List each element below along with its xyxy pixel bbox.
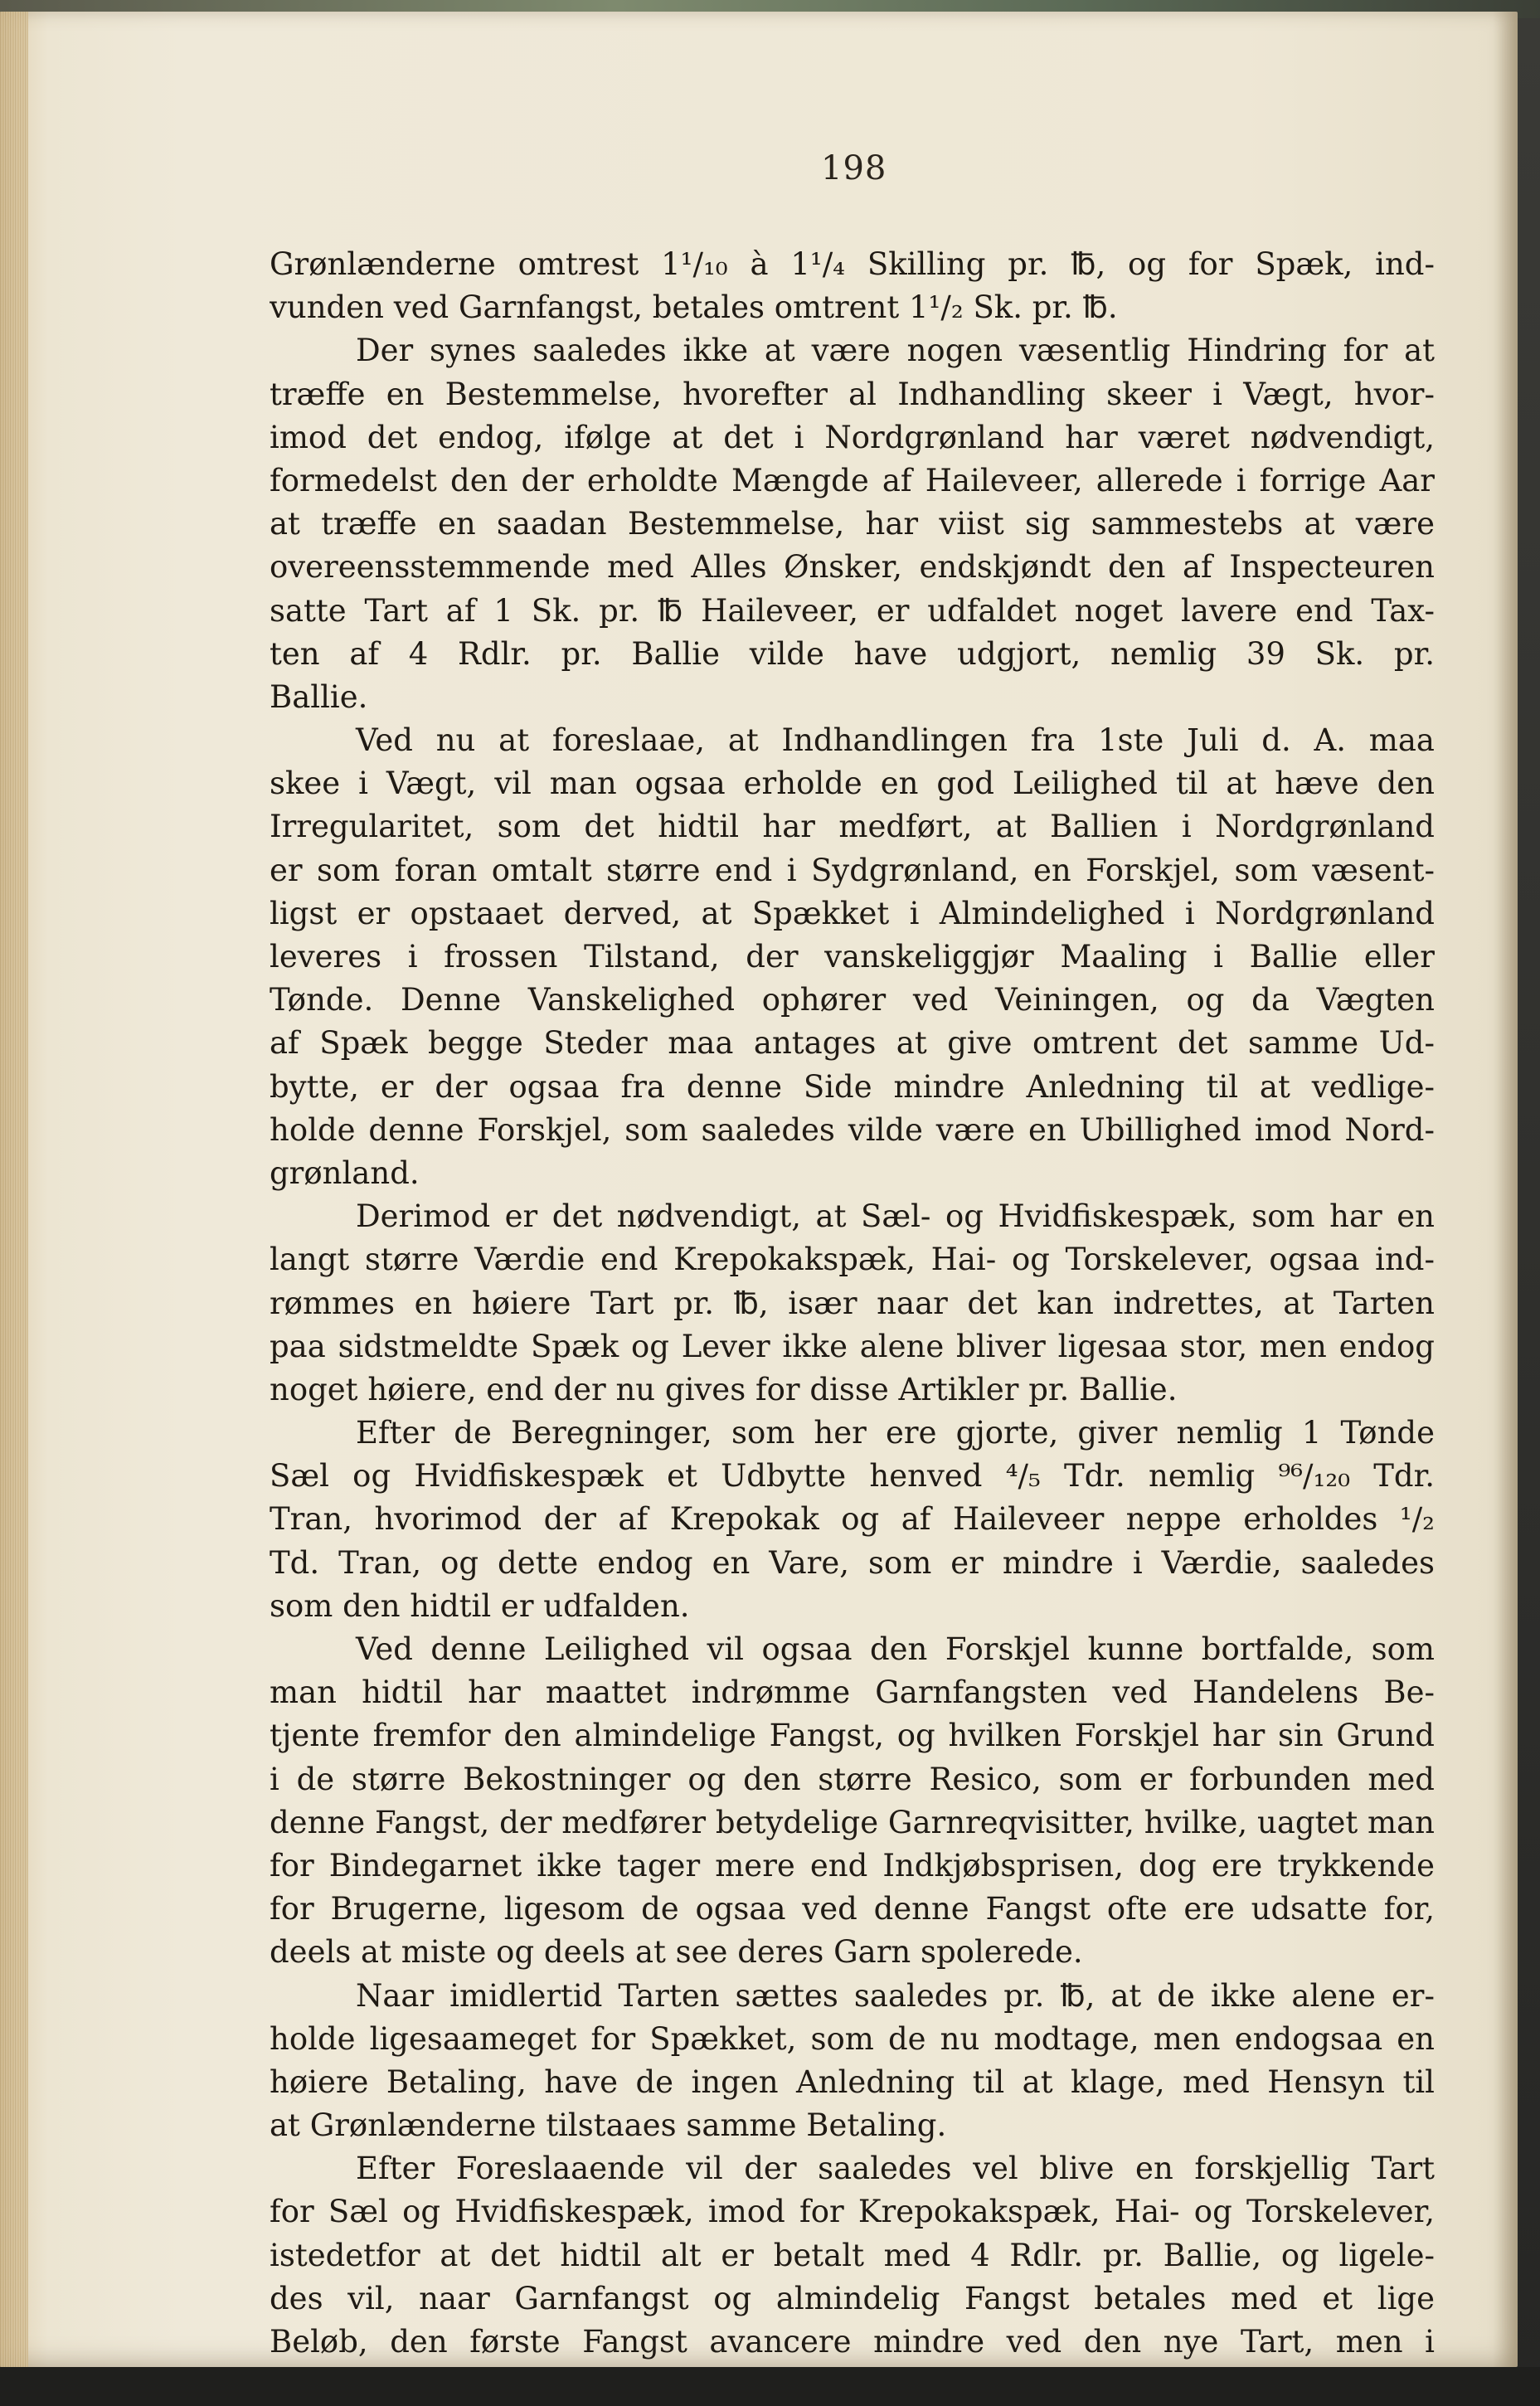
scan-bottom-margin <box>0 2367 1540 2406</box>
text-line: høiere Betaling, have de ingen Anledning til at klage, med Hensyn til <box>270 2063 1435 2100</box>
text-line: Ved denne Leilighed vil ogsaa den Forskjel kunne bortfalde, som <box>356 1631 1435 1667</box>
text-line: af Spæk begge Steder maa antages at give omtrent det samme Ud- <box>270 1025 1435 1062</box>
text-line: paa sidstmeldte Spæk og Lever ikke alene bliver ligesaa stor, men endog <box>270 1328 1435 1364</box>
text-line: vunden ved Garnfangst, betales omtrent 1¹/₂ Sk. pr. ℔. <box>270 289 1118 326</box>
text-line: noget høiere, end der nu gives for disse Artikler pr. Ballie. <box>270 1371 1178 1407</box>
text-line: rømmes en høiere Tart pr. ℔, især naar det kan indrettes, at Tarten <box>270 1285 1435 1321</box>
text-line: istedetfor at det hidtil alt er betalt med 4 Rdlr. pr. Ballie, og ligele- <box>270 2237 1435 2273</box>
text-line: Efter de Beregninger, som her ere gjorte, giver nemlig 1 Tønde <box>356 1415 1435 1451</box>
text-line: Ved nu at foreslaae, at Indhandlingen fra 1ste Juli d. A. maa <box>356 722 1435 759</box>
text-line: at Grønlænderne tilstaaes samme Betaling. <box>270 2107 947 2144</box>
text-line: holde denne Forskjel, som saaledes vilde være en Ubillighed imod Nord- <box>270 1111 1435 1148</box>
text-line: Td. Tran, og dette endog en Vare, som er mindre i Værdie, saaledes <box>270 1544 1435 1581</box>
text-line: at træffe en saadan Bestemmelse, har viist sig sammestebs at være <box>270 506 1435 542</box>
text-line: skee i Vægt, vil man ogsaa erholde en god Leilighed til at hæve den <box>270 766 1435 802</box>
text-line: imod det endog, ifølge at det i Nordgrønland har været nødvendigt, <box>270 419 1435 455</box>
text-line: deels at miste og deels at see deres Garn spolerede. <box>270 1934 1083 1971</box>
text-line: langt større Værdie end Krepokakspæk, Hai- og Torskelever, ogsaa ind- <box>270 1242 1435 1278</box>
text-line: Beløb, den første Fangst avancere mindre ved den nye Tart, men i <box>270 2324 1435 2360</box>
text-line: bytte, er der ogsaa fra denne Side mindre Anledning til at vedlige- <box>270 1068 1435 1105</box>
text-line: Der synes saaledes ikke at være nogen væsentlig Hindring for at <box>356 333 1435 369</box>
text-line: Irregularitet, som det hidtil har medført, at Ballien i Nordgrønland <box>270 809 1435 845</box>
text-line: holde ligesaameget for Spækket, som de nu modtage, men endogsaa en <box>270 2020 1435 2057</box>
text-line: ligst er opstaaet derved, at Spækket i Almindelighed i Nordgrønland <box>270 895 1435 931</box>
text-line: satte Tart af 1 Sk. pr. ℔ Haileveer, er udfaldet noget lavere end Tax- <box>270 592 1435 629</box>
text-line: Derimod er det nødvendigt, at Sæl- og Hvidfiskespæk, som har en <box>356 1198 1435 1235</box>
text-line: træffe en Bestemmelse, hvorefter al Indhandling skeer i Vægt, hvor- <box>270 376 1435 412</box>
text-line: tjente fremfor den almindelige Fangst, og hvilken Forskjel har sin Grund <box>270 1718 1435 1754</box>
text-line: for Bindegarnet ikke tager mere end Indkjøbsprisen, dog ere trykkende <box>270 1847 1435 1883</box>
text-line: denne Fangst, der medfører betydelige Garnreqvisitter, hvilke, uagtet man <box>270 1804 1435 1840</box>
text-line: ten af 4 Rdlr. pr. Ballie vilde have udgjort, nemlig 39 Sk. pr. <box>270 635 1435 672</box>
text-line: Tran, hvorimod der af Krepokak og af Haileveer neppe erholdes ¹/₂ <box>270 1501 1435 1538</box>
text-line: i de større Bekostninger og den større Resico, som er forbunden med <box>270 1761 1435 1797</box>
text-line: formedelst den der erholdte Mængde af Haileveer, allerede i forrige Aar <box>270 462 1435 498</box>
text-line: Ballie. <box>270 678 368 715</box>
body-text <box>270 243 1435 2364</box>
text-line: leveres i frossen Tilstand, der vanskeliggjør Maaling i Ballie eller <box>270 939 1435 975</box>
text-line: Sæl og Hvidfiskespæk et Udbytte henved ⁴/₅ Tdr. nemlig ⁹⁶/₁₂₀ Tdr. <box>270 1458 1435 1495</box>
text-line: Naar imidlertid Tarten sættes saaledes pr. ℔, at de ikke alene er- <box>356 1977 1435 2014</box>
text-line: som den hidtil er udfalden. <box>270 1587 690 1624</box>
text-line: grønland. <box>270 1154 420 1191</box>
text-line: Grønlænderne omtrest 1¹/₁₀ à 1¹/₄ Skilling pr. ℔, og for Spæk, ind- <box>270 246 1435 282</box>
text-line: er som foran omtalt større end i Sydgrønland, en Forskjel, som væsent- <box>270 852 1435 888</box>
page-number: 198 <box>821 149 887 187</box>
text-line: man hidtil har maattet indrømme Garnfangsten ved Handelens Be- <box>270 1674 1435 1711</box>
text-line: Tønde. Denne Vanskelighed ophører ved Veiningen, og da Vægten <box>270 982 1435 1018</box>
text-line: for Sæl og Hvidfiskespæk, imod for Krepokakspæk, Hai- og Torskelever, <box>270 2194 1435 2230</box>
text-line: for Brugerne, ligesom de ogsaa ved denne Fangst ofte ere udsatte for, <box>270 1891 1435 1927</box>
text-line: Efter Foreslaaende vil der saaledes vel blive en forskjellig Tart <box>356 2151 1435 2187</box>
page-stack-edge <box>0 12 28 2367</box>
text-line: des vil, naar Garnfangst og almindelig Fangst betales med et lige <box>270 2280 1435 2316</box>
text-line: overeensstemmende med Alles Ønsker, endskjøndt den af Inspecteuren <box>270 549 1435 586</box>
